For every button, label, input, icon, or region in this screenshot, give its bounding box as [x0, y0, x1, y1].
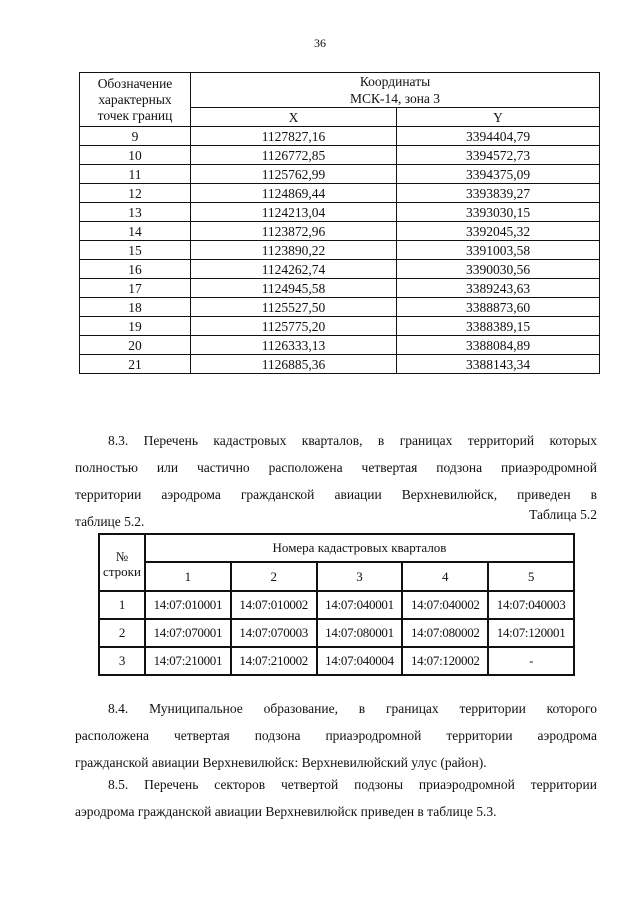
table-row — [80, 241, 600, 260]
cell-point: 14 — [80, 222, 191, 241]
cell-cadastral-number: 14:07:080002 — [402, 619, 488, 647]
cell-y: 3391003,58 — [397, 241, 600, 260]
header-row-number: № строки — [99, 534, 145, 591]
cell-point: 16 — [80, 260, 191, 279]
cell-y: 3389243,63 — [397, 279, 600, 298]
cell-cadastral-number: 14:07:010001 — [145, 591, 231, 619]
cell-row-number: 3 — [99, 647, 145, 675]
table-row — [80, 298, 600, 317]
cell-point: 12 — [80, 184, 191, 203]
table-row — [80, 222, 600, 241]
cell-cadastral-number: 14:07:010002 — [231, 591, 317, 619]
cell-y: 3388389,15 — [397, 317, 600, 336]
cell-y: 3388084,89 — [397, 336, 600, 355]
table-row — [80, 146, 600, 165]
cadastral-quarters-table — [98, 533, 575, 676]
table-row — [80, 279, 600, 298]
cell-cadastral-number: 14:07:040001 — [317, 591, 403, 619]
cell-y: 3393030,15 — [397, 203, 600, 222]
cell-y: 3393839,27 — [397, 184, 600, 203]
header-point-designation: Обозначение характерных точек границ — [80, 73, 191, 127]
cell-y: 3390030,56 — [397, 260, 600, 279]
cell-x: 1126772,85 — [191, 146, 397, 165]
table-row — [80, 355, 600, 374]
cell-point: 13 — [80, 203, 191, 222]
cell-cadastral-number: 14:07:080001 — [317, 619, 403, 647]
table-row — [80, 317, 600, 336]
cell-x: 1124262,74 — [191, 260, 397, 279]
column-header: 2 — [231, 562, 317, 591]
cell-point: 15 — [80, 241, 191, 260]
table-row — [99, 619, 574, 647]
table-row — [80, 127, 600, 146]
cell-x: 1125527,50 — [191, 298, 397, 317]
cell-y: 3394375,09 — [397, 165, 600, 184]
cell-point: 18 — [80, 298, 191, 317]
coordinates-table — [79, 72, 600, 374]
cell-x: 1126885,36 — [191, 355, 397, 374]
cell-row-number: 2 — [99, 619, 145, 647]
column-header: 3 — [317, 562, 403, 591]
cell-cadastral-number: 14:07:210001 — [145, 647, 231, 675]
table-caption: Таблица 5.2 — [529, 507, 597, 522]
table-row — [80, 336, 600, 355]
header-x: X — [191, 108, 397, 127]
cell-x: 1123890,22 — [191, 241, 397, 260]
cell-x: 1125762,99 — [191, 165, 397, 184]
column-header: 4 — [402, 562, 488, 591]
column-header: 5 — [488, 562, 574, 591]
cell-point: 9 — [80, 127, 191, 146]
table-row — [80, 184, 600, 203]
cell-y: 3392045,32 — [397, 222, 600, 241]
cell-point: 11 — [80, 165, 191, 184]
cell-point: 21 — [80, 355, 191, 374]
cell-cadastral-number: 14:07:070003 — [231, 619, 317, 647]
cell-y: 3394572,73 — [397, 146, 600, 165]
column-header: 1 — [145, 562, 231, 591]
cell-y: 3388143,34 — [397, 355, 600, 374]
table-row — [80, 260, 600, 279]
cell-cadastral-number: 14:07:120001 — [488, 619, 574, 647]
cell-point: 20 — [80, 336, 191, 355]
page-number: 36 — [314, 36, 326, 50]
cell-x: 1124869,44 — [191, 184, 397, 203]
table-row — [80, 203, 600, 222]
table-row — [99, 647, 574, 675]
cell-cadastral-number: 14:07:070001 — [145, 619, 231, 647]
paragraph-8-5: 8.5. Перечень секторов четвертой подзоны приаэродромной территории аэродрома гражданской авиации Верхневилюйск приведен в таблице 5.3. — [75, 777, 597, 819]
cell-y: 3388873,60 — [397, 298, 600, 317]
cell-point: 17 — [80, 279, 191, 298]
cell-row-number: 1 — [99, 591, 145, 619]
cell-x: 1124945,58 — [191, 279, 397, 298]
cell-cadastral-number: - — [488, 647, 574, 675]
paragraph-8-3: 8.3. Перечень кадастровых кварталов, в границах территорий которых полностью или частично расположена четвертая подзона приаэродромной территории аэродрома гражданской авиации Верхневилюйск, приведен в таблице 5.2. — [75, 433, 597, 529]
cell-y: 3394404,79 — [397, 127, 600, 146]
cell-x: 1127827,16 — [191, 127, 397, 146]
cell-x: 1125775,20 — [191, 317, 397, 336]
header-y: Y — [397, 108, 600, 127]
cell-x: 1124213,04 — [191, 203, 397, 222]
cell-cadastral-number: 14:07:040004 — [317, 647, 403, 675]
table-row — [80, 165, 600, 184]
cell-point: 10 — [80, 146, 191, 165]
header-coordinates: Координаты МСК-14, зона 3 — [191, 73, 600, 108]
cell-cadastral-number: 14:07:120002 — [402, 647, 488, 675]
cell-cadastral-number: 14:07:210002 — [231, 647, 317, 675]
cell-point: 19 — [80, 317, 191, 336]
cell-cadastral-number: 14:07:040003 — [488, 591, 574, 619]
cell-cadastral-number: 14:07:040002 — [402, 591, 488, 619]
header-cadastral-numbers: Номера кадастровых кварталов — [145, 534, 574, 562]
cell-x: 1126333,13 — [191, 336, 397, 355]
cell-x: 1123872,96 — [191, 222, 397, 241]
table-row — [99, 591, 574, 619]
paragraph-8-4: 8.4. Муниципальное образование, в границах территории которого расположена четвертая подзона приаэродромной территории аэродрома гражданской авиации Верхневилюйск: Верхневилюйский улус (район). — [75, 701, 597, 770]
